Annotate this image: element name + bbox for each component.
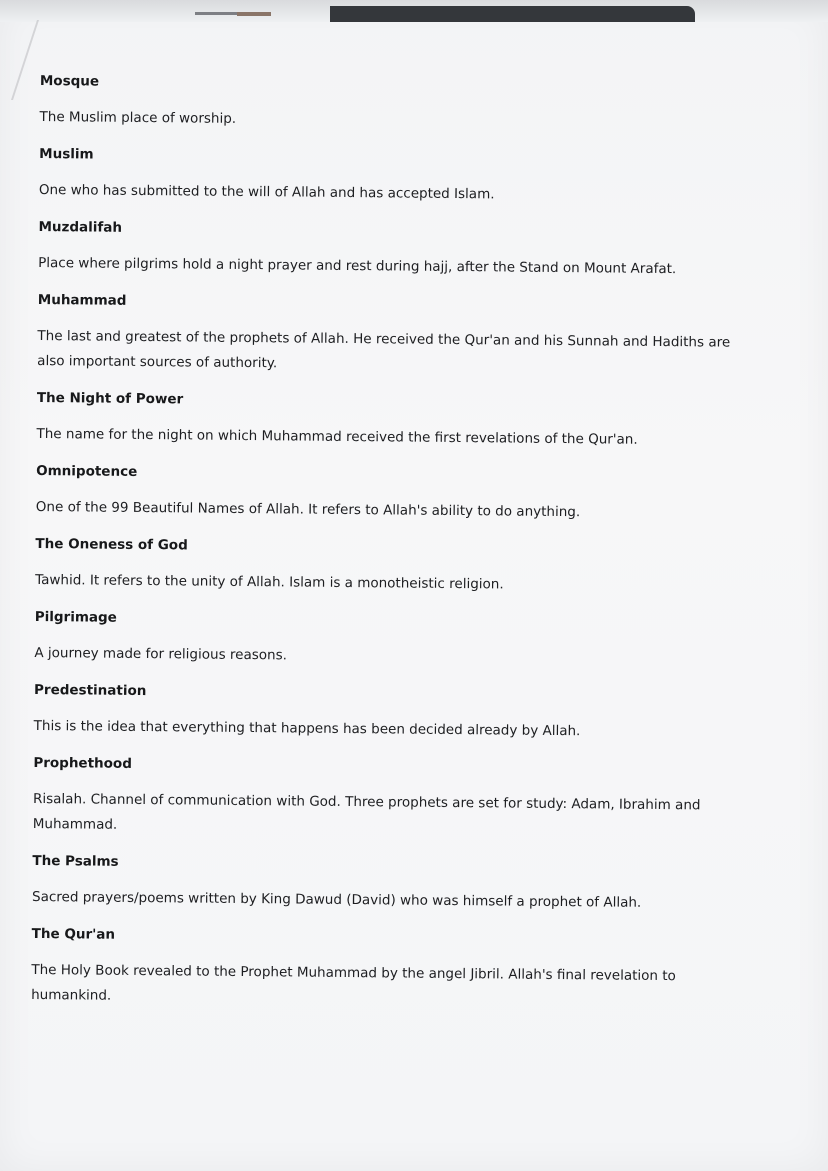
glossary-entry: [33, 754, 754, 844]
glossary-entry: [39, 72, 760, 137]
glossary-term: Muslim: [39, 145, 94, 163]
glossary-definition: Tawhid. It refers to the unity of Allah. Islam is a monotheistic religion.: [35, 571, 504, 593]
glossary-term: Muzdalifah: [38, 218, 123, 236]
glossary-definition: A journey made for religious reasons.: [34, 644, 288, 664]
glossary-term: Pilgrimage: [34, 608, 117, 626]
glossary-entry: [35, 535, 756, 600]
page-curl: [0, 20, 39, 100]
glossary-definition: One who has submitted to the will of Allah and has accepted Islam.: [38, 181, 495, 203]
glossary-definition: One of the 99 Beautiful Names of Allah. It refers to Allah's ability to do anything.: [35, 498, 581, 521]
glossary-term: The Qur'an: [31, 925, 116, 943]
glossary-definition: This is the idea that everything that happens has been decided already by Allah.: [33, 717, 581, 740]
glossary-entry: [36, 389, 757, 454]
glossary-term: The Oneness of God: [35, 535, 188, 554]
edge-mark: [237, 12, 271, 16]
glossary-term: Predestination: [33, 681, 147, 700]
glossary-term: Omnipotence: [36, 462, 138, 480]
glossary-term: Mosque: [39, 72, 100, 90]
glossary-term: The Night of Power: [36, 389, 184, 408]
glossary-definition: The Holy Book revealed to the Prophet Muhammad by the angel Jibril. Allah's final revelation to humankind.: [31, 961, 676, 1004]
glossary-term: The Psalms: [32, 852, 119, 870]
glossary-entry: [34, 608, 755, 673]
glossary-term: Prophethood: [33, 754, 132, 772]
glossary-definition: The name for the night on which Muhammad received the first revelations of the Qur'an.: [36, 425, 638, 448]
binder-tab: [330, 6, 695, 22]
glossary-entry: [31, 925, 752, 1015]
glossary-term: Muhammad: [37, 291, 127, 309]
glossary-entry: [34, 681, 755, 746]
glossary-definition: The last and greatest of the prophets of Allah. He received the Qur'an and his Sunnah and Hadiths are also important sources of authority.: [37, 327, 731, 372]
glossary-definition: Risalah. Channel of communication with God. Three prophets are set for study: Adam, Ibrahim and Muhammad.: [32, 790, 701, 833]
glossary-entry: [39, 145, 760, 210]
glossary-entry: [37, 291, 758, 381]
glossary-entry: [32, 852, 753, 917]
glossary-definition: The Muslim place of worship.: [39, 108, 237, 127]
glossary-entry: [38, 218, 759, 283]
glossary-entry: [36, 462, 757, 527]
glossary-definition: Place where pilgrims hold a night prayer and rest during hajj, after the Stand on Mount Arafat.: [38, 254, 677, 278]
glossary-definition: Sacred prayers/poems written by King Dawud (David) who was himself a prophet of Allah.: [32, 888, 642, 911]
glossary-list: [31, 72, 760, 1030]
